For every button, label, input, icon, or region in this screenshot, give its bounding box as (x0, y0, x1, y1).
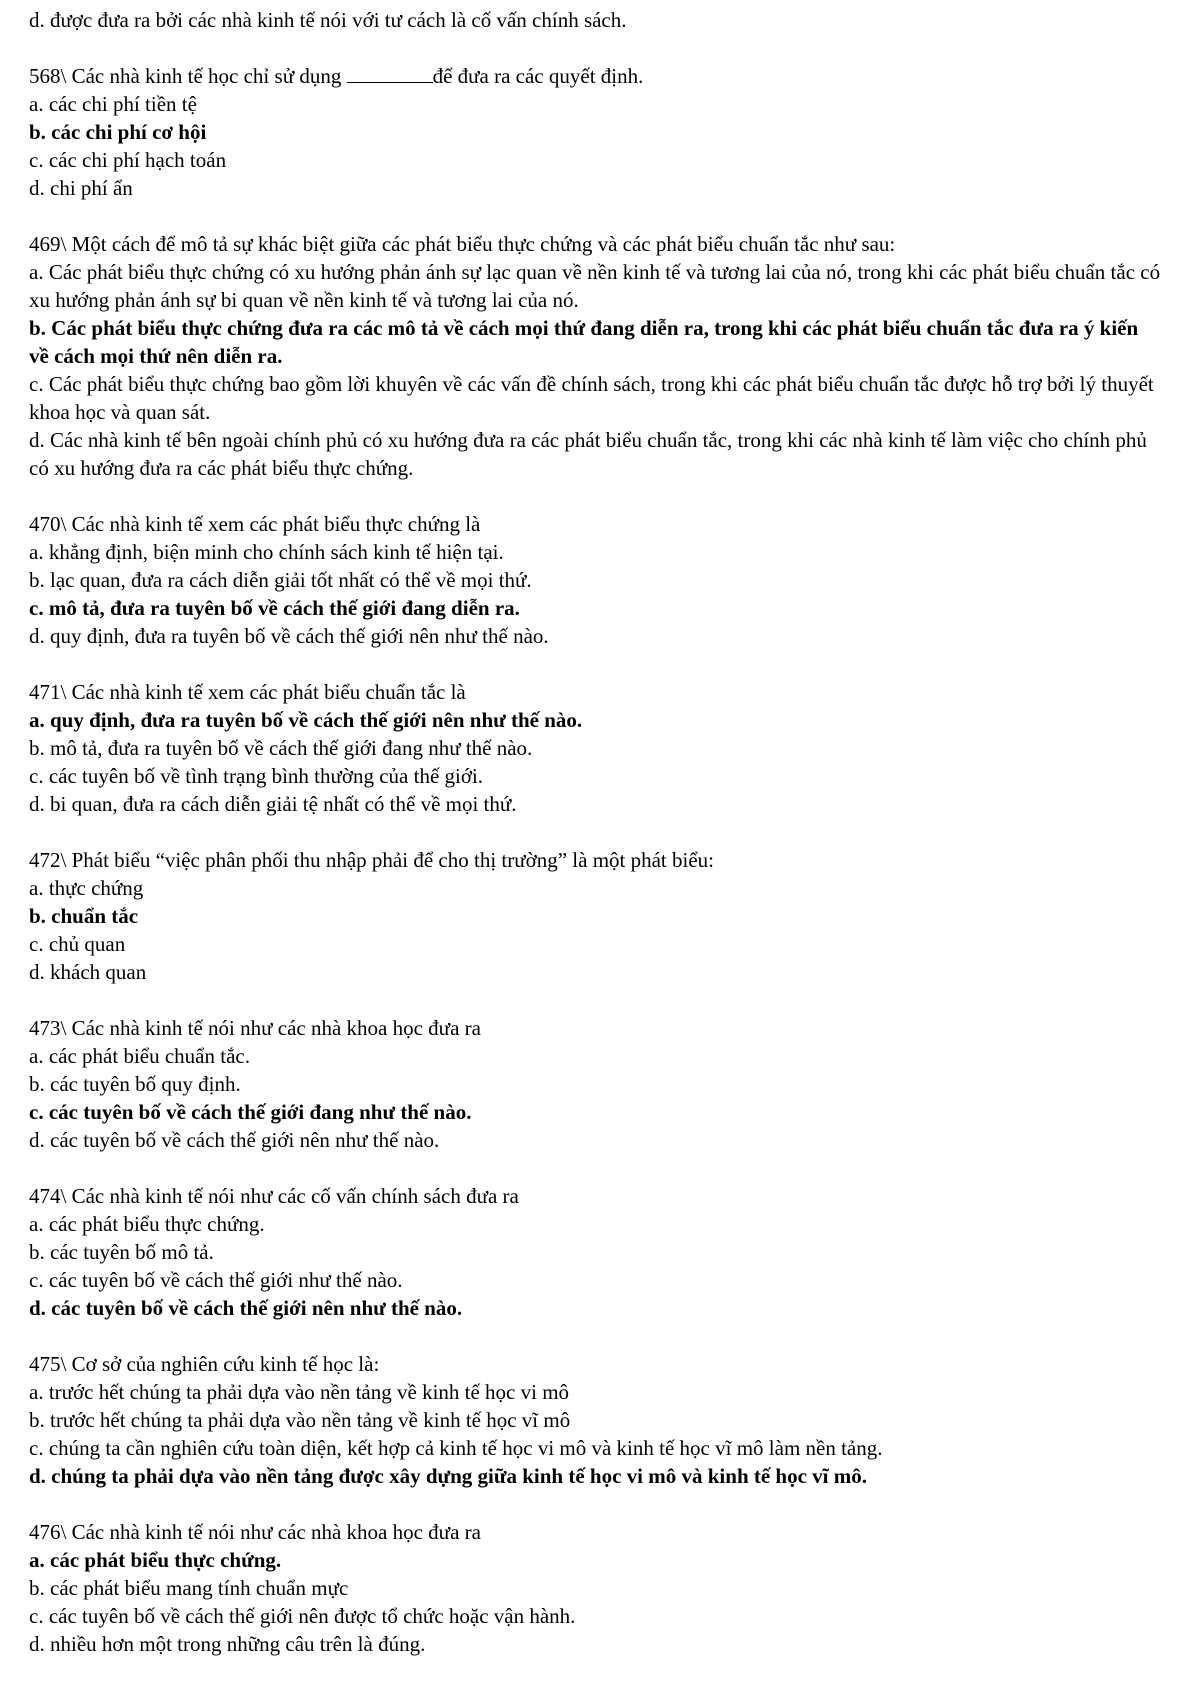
answer-option: d. chi phí ẩn (29, 176, 133, 200)
answer-option: a. các chi phí tiền tệ (29, 92, 197, 116)
answer-option: c. chủ quan (29, 932, 126, 956)
answer-option: c. chúng ta cần nghiên cứu toàn diện, kết hợp cả kinh tế học vi mô và kinh tế học vĩ mô làm nền tảng. (29, 1436, 883, 1460)
answer-option: b. lạc quan, đưa ra cách diễn giải tốt nhất có thể về mọi thứ. (29, 568, 532, 592)
question-block (29, 62, 1162, 202)
answer-option: c. các tuyên bố về cách thế giới nên được tổ chức hoặc vận hành. (29, 1604, 576, 1628)
previous-question-last-option: d. được đưa ra bởi các nhà kinh tế nói với tư cách là cố vấn chính sách. (29, 8, 627, 32)
answer-option: a. khẳng định, biện minh cho chính sách kinh tế hiện tại. (29, 540, 504, 564)
answer-option: d. quy định, đưa ra tuyên bố về cách thế giới nên như thế nào. (29, 624, 549, 648)
answer-option: a. thực chứng (29, 876, 144, 900)
question-block (29, 1182, 1162, 1322)
answer-option: b. mô tả, đưa ra tuyên bố về cách thế giới đang như thế nào. (29, 736, 533, 760)
question-block (29, 1350, 1162, 1490)
question-stem: 473\ Các nhà kinh tế nói như các nhà khoa học đưa ra (29, 1016, 481, 1040)
question-stem: 476\ Các nhà kinh tế nói như các nhà khoa học đưa ra (29, 1520, 481, 1544)
answer-option-correct: c. mô tả, đưa ra tuyên bố về cách thế giới đang diễn ra. (29, 596, 520, 620)
answer-option: c. Các phát biểu thực chứng bao gồm lời khuyên về các vấn đề chính sách, trong khi các phát biểu chuẩn tắc được hỗ trợ bởi lý thuyết khoa học và quan sát. (29, 372, 1154, 424)
question-block (29, 230, 1162, 482)
answer-option: c. các tuyên bố về tình trạng bình thường của thế giới. (29, 764, 484, 788)
answer-option: a. các phát biểu thực chứng. (29, 1212, 265, 1236)
answer-option: b. các tuyên bố quy định. (29, 1072, 241, 1096)
question-block (29, 846, 1162, 986)
answer-option: d. Các nhà kinh tế bên ngoài chính phủ có xu hướng đưa ra các phát biểu chuẩn tắc, trong khi các nhà kinh tế làm việc cho chính phủ có xu hướng đưa ra các phát biểu thực chứng. (29, 428, 1147, 480)
answer-option: a. các phát biểu chuẩn tắc. (29, 1044, 250, 1068)
answer-option: c. các chi phí hạch toán (29, 148, 227, 172)
question-block (29, 1014, 1162, 1154)
question-stem: 471\ Các nhà kinh tế xem các phát biểu chuẩn tắc là (29, 680, 466, 704)
question-block (29, 510, 1162, 650)
answer-option-correct: a. quy định, đưa ra tuyên bố về cách thế giới nên như thế nào. (29, 708, 583, 732)
answer-option: d. bi quan, đưa ra cách diễn giải tệ nhất có thể về mọi thứ. (29, 792, 517, 816)
answer-option: a. trước hết chúng ta phải dựa vào nền tảng về kinh tế học vi mô (29, 1380, 570, 1404)
question-list (29, 62, 1162, 1658)
answer-option-correct: d. các tuyên bố về cách thế giới nên như thế nào. (29, 1296, 463, 1320)
answer-option-correct: a. các phát biểu thực chứng. (29, 1548, 282, 1572)
fill-in-blank (347, 64, 433, 83)
answer-option-correct: b. Các phát biểu thực chứng đưa ra các mô tả về cách mọi thứ đang diễn ra, trong khi các phát biểu chuẩn tắc đưa ra ý kiến về cách mọi thứ nên diễn ra. (29, 316, 1139, 368)
answer-option: c. các tuyên bố về cách thế giới như thế nào. (29, 1268, 403, 1292)
question-stem (29, 62, 1162, 90)
answer-option: d. khách quan (29, 960, 147, 984)
question-stem-text: 568\ Các nhà kinh tế học chỉ sử dụng (29, 64, 347, 88)
answer-option: b. các phát biểu mang tính chuẩn mực (29, 1576, 349, 1600)
answer-option: a. Các phát biểu thực chứng có xu hướng phản ánh sự lạc quan về nền kinh tế và tương lai của nó, trong khi các phát biểu chuẩn tắc có xu hướng phản ánh sự bi quan về nền kinh tế và tương lai của nó. (29, 260, 1161, 312)
answer-option: d. nhiều hơn một trong những câu trên là đúng. (29, 1632, 426, 1656)
answer-option: d. các tuyên bố về cách thế giới nên như thế nào. (29, 1128, 440, 1152)
question-stem: 472\ Phát biểu “việc phân phối thu nhập phải để cho thị trường” là một phát biểu: (29, 848, 715, 872)
question-stem-text: để đưa ra các quyết định. (432, 64, 644, 88)
question-stem: 469\ Một cách để mô tả sự khác biệt giữa các phát biểu thực chứng và các phát biểu chuẩn tắc như sau: (29, 232, 896, 256)
answer-option: b. trước hết chúng ta phải dựa vào nền tảng về kinh tế học vĩ mô (29, 1408, 571, 1432)
question-block (29, 1518, 1162, 1658)
question-stem: 475\ Cơ sở của nghiên cứu kinh tế học là: (29, 1352, 380, 1376)
answer-option-correct: d. chúng ta phải dựa vào nền tảng được xây dựng giữa kinh tế học vi mô và kinh tế học vĩ mô. (29, 1464, 868, 1488)
answer-option-correct: c. các tuyên bố về cách thế giới đang như thế nào. (29, 1100, 472, 1124)
question-block (29, 678, 1162, 818)
question-stem: 474\ Các nhà kinh tế nói như các cố vấn chính sách đưa ra (29, 1184, 519, 1208)
answer-option-correct: b. chuẩn tắc (29, 904, 139, 928)
answer-option: b. các tuyên bố mô tả. (29, 1240, 214, 1264)
answer-option-correct: b. các chi phí cơ hội (29, 120, 207, 144)
question-stem: 470\ Các nhà kinh tế xem các phát biểu thực chứng là (29, 512, 481, 536)
